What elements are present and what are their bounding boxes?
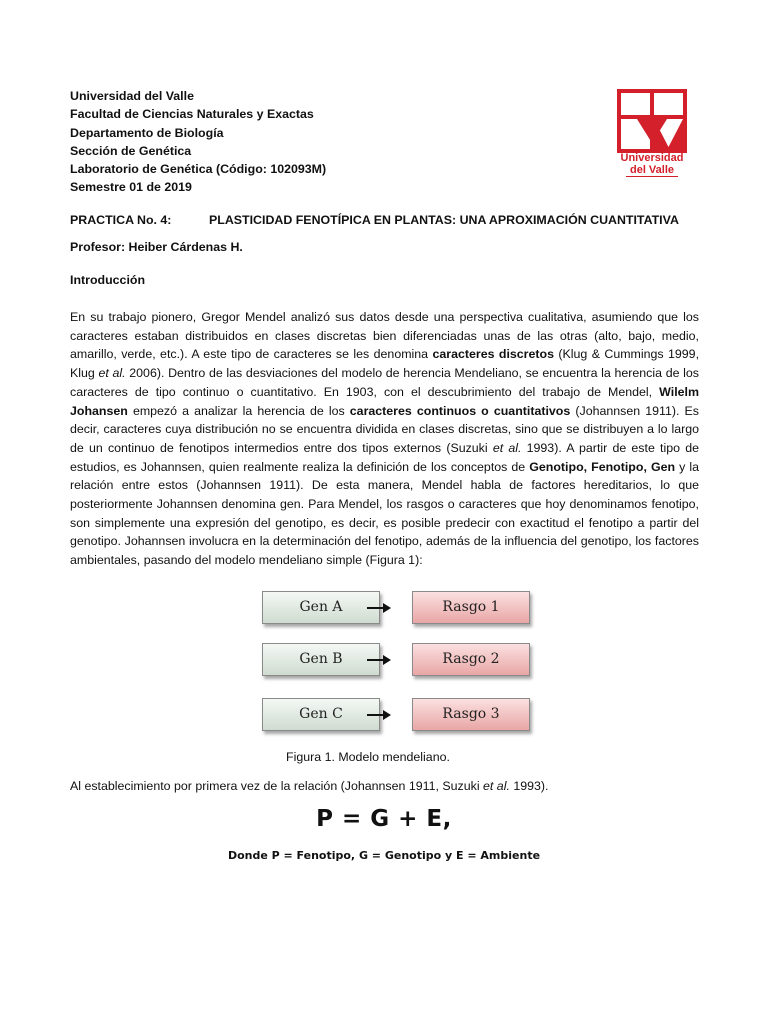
university-logo — [614, 89, 690, 181]
professor-line: Profesor: Heiber Cárdenas H. — [70, 240, 243, 254]
arrow-right-icon — [367, 655, 391, 665]
bold-term-continuos: caracteres continuos o cuantitativos — [349, 403, 571, 418]
text-run: (Johannsen 1911). Es decir, caracteres cuya distribución no se encuentra dividida en clases discretas, sino que se distribuyen a lo largo de un continuo de fenotipos intermedios entre dos tipos externos (Suzuki — [70, 403, 699, 455]
section-heading-introduction: Introducción — [70, 273, 146, 287]
practice-heading — [70, 213, 679, 227]
text-run: 1993). — [509, 779, 549, 793]
text-run: 1993). A partir de este tipo de estudios, es Johannsen, quien realmente realiza la definición de los conceptos de — [70, 440, 699, 474]
text-run: 2006). Dentro de las desviaciones del modelo de herencia Mendeliano, se encuentra la herencia de los caracteres de tipo continuo o cuantitativo. En 1903, con el descubrimiento del trabajo de Mendel, — [70, 366, 699, 399]
italic-et-al: et al. — [492, 440, 522, 455]
practice-title: PLASTICIDAD FENOTÍPICA EN PLANTAS: UNA APROXIMACIÓN CUANTITATIVA — [209, 213, 679, 227]
header-line-semester: Semestre 01 de 2019 — [70, 180, 192, 195]
phenotype-formula: P = G + E, — [316, 806, 452, 832]
univalle-logo-icon — [617, 89, 687, 153]
text-run: y la relación entre estos (Johannsen 1911). De esta manera, Mendel habla de factores hereditarios, lo que posteriormente Johannsen denomina gen. Para Mendel, los rasgos o caracteres que hoy denominamos fenotipo, son simplemente una expresión del genotipo, es decir, es posible predecir con exactitud el fenotipo a partir del genotipo. Johannsen involucra en la determinación del fenotipo, además de la influencia del genotipo, los factores ambientales, pasando del modelo mendeliano simple (Figura 1): — [70, 459, 700, 568]
relation-sentence — [70, 779, 548, 793]
header-line-section: Sección de Genética — [70, 143, 192, 158]
text-run: En su trabajo pionero, Gregor Mendel analizó sus datos desde una perspectiva cualitativa, asumiendo que los caracteres estaban distribuidos en clases discretas bien diferenciadas unas de las otras (alto, bajo, medio, amarillo, verde, etc.). A este tipo de caracteres se les denomina — [70, 310, 699, 362]
header-line-department: Departamento de Biología — [70, 125, 224, 140]
gene-box-c: Gen C — [262, 698, 380, 731]
text-run: empezó a analizar la herencia de los — [127, 403, 350, 418]
gene-box-a: Gen A — [262, 591, 380, 624]
header-line-lab: Laboratorio de Genética (Código: 102093M) — [70, 162, 327, 177]
bold-name-johansen: Wilelm Johansen — [70, 384, 699, 418]
bold-term-concepts: Genotipo, Fenotipo, Gen — [529, 459, 676, 474]
text-run: (Klug & Cummings 1999, Klug — [70, 347, 700, 381]
italic-et-al: et al. — [483, 779, 510, 793]
formula-legend: Donde P = Fenotipo, G = Genotipo y E = Ambiente — [227, 849, 541, 862]
introduction-paragraph — [70, 308, 699, 570]
trait-box-2: Rasgo 2 — [412, 643, 530, 676]
text-run: Al establecimiento por primera vez de la relación (Johannsen 1911, Suzuki — [70, 779, 484, 793]
arrow-right-icon — [367, 710, 391, 720]
figure-caption: Figura 1. Modelo mendeliano. — [286, 750, 450, 764]
logo-wordmark — [614, 152, 690, 177]
arrow-right-icon — [367, 603, 391, 613]
institution-header — [70, 87, 326, 197]
header-line-university: Universidad del Valle — [70, 89, 194, 103]
bold-term-discretos: caracteres discretos — [432, 347, 554, 362]
logo-line-1: Universidad — [620, 152, 684, 164]
practice-label: PRACTICA No. 4: — [70, 213, 172, 227]
header-line-faculty: Facultad de Ciencias Naturales y Exactas — [70, 107, 314, 122]
gene-box-b: Gen B — [262, 643, 380, 676]
trait-box-3: Rasgo 3 — [412, 698, 530, 731]
trait-box-1: Rasgo 1 — [412, 591, 530, 624]
italic-et-al: et al. — [98, 366, 126, 381]
logo-line-2: del Valle — [626, 164, 678, 177]
